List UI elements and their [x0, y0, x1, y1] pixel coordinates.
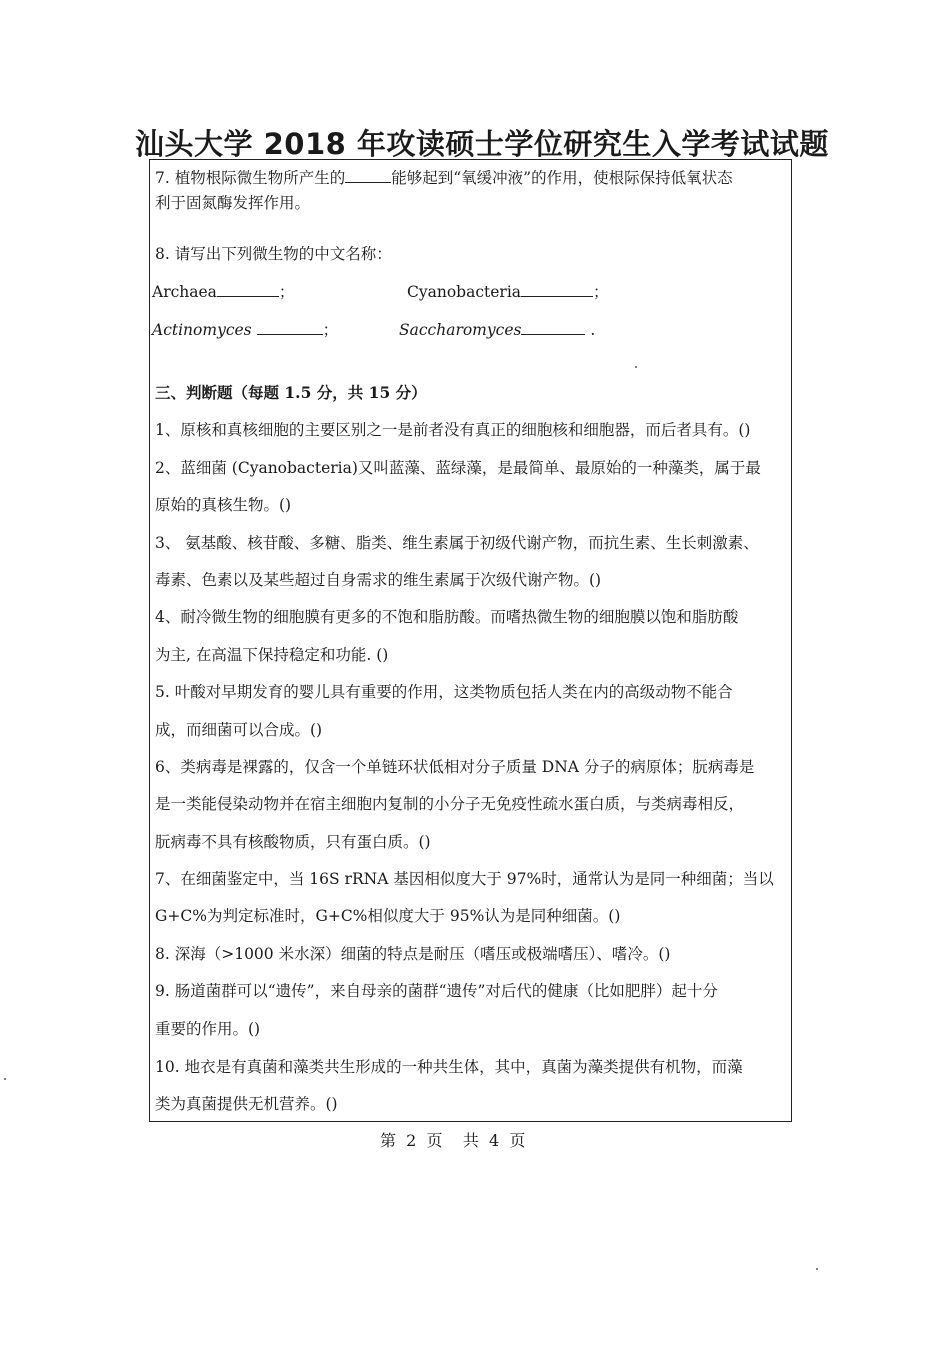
scan-speck [4, 1078, 6, 1080]
saccharomyces-label: Saccharomyces [399, 321, 522, 339]
section3-heading: 三、判断题（每题 1.5 分，共 15 分） [155, 383, 427, 402]
tf-line: 6、类病毒是裸露的，仅含一个单链环状低相对分子质量 DNA 分子的病原体；朊病毒是 [155, 758, 755, 776]
tf-line: G+C%为判定标准时，G+C%相似度大于 95%认为是同种细菌。() [155, 907, 621, 925]
q7-line2: 利于固氮酶发挥作用。 [155, 194, 311, 212]
saccharomyces-period: . [590, 321, 596, 339]
actinomyces-label: Actinomyces [152, 321, 252, 339]
exam-title: 汕头大学 2018 年攻读硕士学位研究生入学考试试题 [135, 127, 829, 161]
tf-line: 9. 肠道菌群可以“遗传”，来自母亲的菌群“遗传”对后代的健康（比如肥胖）起十分 [155, 982, 718, 1000]
q8-cyanobacteria-item [407, 282, 609, 302]
cyanobacteria-blank [521, 282, 593, 297]
tf-line: 类为真菌提供无机营养。() [155, 1095, 338, 1113]
cyanobacteria-label: Cyanobacteria [407, 283, 522, 301]
tf-line: 原始的真核生物。() [155, 496, 292, 514]
q8-actinomyces-item [152, 320, 338, 340]
q7-text-b: 能够起到“氧缓冲液”的作用，使根际保持低氧状态 [391, 169, 733, 187]
tf-line: 8. 深海（>1000 米水深）细菌的特点是耐压（嗜压或极端嗜压）、嗜冷。() [155, 945, 671, 963]
tf-line: 毒素、色素以及某些超过自身需求的维生素属于次级代谢产物。() [155, 571, 602, 589]
archaea-blank [217, 282, 279, 297]
tf-line: 1、原核和真核细胞的主要区别之一是前者没有真正的细胞核和细胞器，而后者具有。() [155, 421, 751, 439]
tf-line: 为主, 在高温下保持稳定和功能. () [155, 646, 389, 664]
q7-text-a: 7. 植物根际微生物所产生的 [155, 169, 346, 187]
cyanobacteria-semicolon: ； [593, 283, 609, 301]
tf-line: 7、在细菌鉴定中，当 16S rRNA 基因相似度大于 97%时，通常认为是同一种细菌；当以 [155, 870, 774, 888]
q8-archaea-item [152, 282, 294, 302]
tf-line: 重要的作用。() [155, 1020, 261, 1038]
scan-speck [816, 1268, 818, 1270]
tf-line: 10. 地衣是有真菌和藻类共生形成的一种共生体，其中，真菌为藻类提供有机物，而藻 [155, 1058, 743, 1076]
tf-line: 3、 氨基酸、核苷酸、多糖、脂类、维生素属于初级代谢产物，而抗生素、生长刺激素、 [155, 534, 759, 552]
actinomyces-blank [257, 320, 323, 335]
q7-line1 [155, 168, 733, 188]
scan-speck [635, 366, 637, 368]
tf-line: 朊病毒不具有核酸物质，只有蛋白质。() [155, 833, 431, 851]
archaea-label: Archaea [152, 283, 217, 301]
saccharomyces-blank [521, 320, 585, 335]
tf-line: 成，而细菌可以合成。() [155, 721, 323, 739]
question-frame [149, 159, 792, 1122]
q8-intro: 8. 请写出下列微生物的中文名称： [155, 245, 392, 263]
page-number: 第 2 页 共 4 页 [380, 1131, 526, 1150]
tf-line: 是一类能侵染动物并在宿主细胞内复制的小分子无免疫性疏水蛋白质，与类病毒相反， [155, 795, 745, 813]
q7-blank [345, 168, 391, 183]
q8-saccharomyces-item [399, 320, 595, 340]
tf-line: 2、蓝细菌 (Cyanobacteria)又叫蓝藻、蓝绿藻，是最简单、最原始的一种藻类，属于最 [155, 459, 761, 477]
tf-line: 4、耐冷微生物的细胞膜有更多的不饱和脂肪酸。而嗜热微生物的细胞膜以饱和脂肪酸 [155, 608, 739, 626]
archaea-semicolon: ； [278, 283, 295, 301]
actinomyces-semicolon: ； [322, 321, 339, 339]
tf-line: 5. 叶酸对早期发育的婴儿具有重要的作用，这类物质包括人类在内的高级动物不能合 [155, 683, 733, 701]
